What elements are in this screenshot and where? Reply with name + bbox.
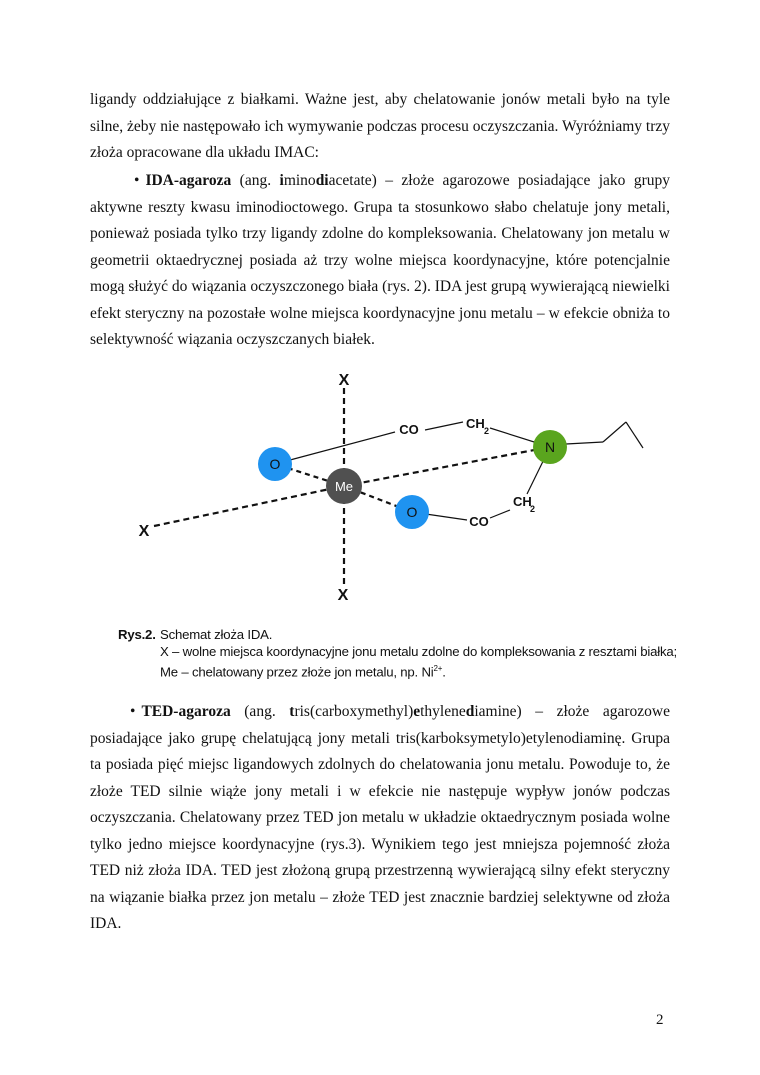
bond-ch2-co — [490, 510, 510, 518]
intro-paragraph: ligandy oddziałujące z białkami. Ważne jest, aby chelatowanie jonów metali było na tyle silne, żeby nie następowało ich wymywanie podczas procesu oczyszczania. Wyróżniamy trzy złoża opracowane dla układu IMAC: — [90, 91, 670, 161]
ida-word-part: mino — [283, 172, 316, 189]
bullet-icon: • — [130, 703, 136, 720]
ch2-label-2: CH — [513, 494, 532, 509]
caption-superscript: 2+ — [433, 664, 443, 673]
caption-me-text: Me – chelatowany przez złoże jon metalu, np. Ni — [160, 664, 434, 680]
caption-label: Rys.2. — [118, 627, 156, 642]
x-bottom-label: X — [337, 587, 349, 604]
figure-caption — [118, 626, 678, 680]
caption-line-x: X – wolne miejsca koordynacyjne jonu metalu zdolne do kompleksowania z resztami białka; — [160, 644, 677, 659]
ted-word-part: thylene — [420, 703, 466, 720]
ida-emph-i: i — [279, 172, 284, 189]
co-label-2: CO — [469, 514, 489, 529]
ted-bullet-paragraph — [90, 699, 670, 938]
ted-term: TED-agaroza — [141, 703, 231, 720]
x-top-label: X — [338, 372, 350, 389]
ted-ang: (ang. — [230, 703, 290, 720]
caption-period: . — [442, 664, 446, 680]
ch2-sub-2: 2 — [530, 504, 536, 514]
ida-word-part: a — [328, 172, 336, 189]
ch2-sub-1: 2 — [484, 426, 490, 436]
ida-description: cetate) – złoże agarozowe posiadające jako grupy aktywne reszty kwasu iminodioctowego. Grupa ta stosunkowo słabo chelatuje jony metali, ponieważ posiada tylko trzy ligandy zdolne do kompleksowania. Chelatowany jon metalu w geometrii oktaedrycznej posiada aż trzy wolne miejsca koordynacyjne, które potencjalnie mogą służyć do wiązania oczyszczonego biała (rys. 2). IDA jest grupą wywierającą niewielki efekt steryczny na pozostałe wolne miejsca koordynacyjne jonu metalu – w efekcie obniża to selektywność wiązania oczyszczanych białek. — [90, 172, 670, 348]
o1-label: O — [269, 456, 281, 472]
ted-emph-e: e — [413, 703, 421, 720]
ida-bullet-paragraph — [90, 168, 670, 354]
ted-emph-d: d — [465, 703, 475, 720]
ch2-label-1: CH — [466, 416, 485, 431]
ida-scheme-figure — [130, 362, 660, 607]
chain-2 — [603, 422, 626, 442]
bullet-icon: • — [134, 172, 140, 189]
chain-1 — [566, 442, 603, 444]
bond-me-n — [344, 447, 550, 486]
o2-label: O — [406, 504, 418, 520]
ida-emph-di: di — [315, 172, 329, 189]
me-label: Me — [334, 479, 354, 494]
chain-3 — [626, 422, 643, 448]
bond-o1-co — [275, 432, 395, 464]
ida-ang: (ang. — [231, 172, 280, 189]
x-left-label: X — [138, 523, 150, 540]
axis-left — [154, 486, 344, 526]
ted-description: iamine) – złoże agarozowe posiadające jako grupę chelatującą jony metali tris(karboksymetylo)etylenodiaminę. Grupa ta posiada pięć miejsc ligandowych zdolnych do chelatowania jonu metalu. Powoduje to, że złoże TED silnie wiąże jony metali i w efekcie nie następuje wypływ jonów podczas oczyszczania. Chelatowany przez TED jon metalu w układzie oktaedrycznym posiada wolne tylko jedno miejsce koordynacyjne (rys.3). Wynikiem tego jest mniejsza pojemność złoża TED niż złoża IDA. TED jest złożoną grupą przestrzenną wywierającą silny efekt steryczny na wiązanie białka przez jon metalu – złoże TED jest znacznie bardziej selektywne od złoża IDA. — [90, 703, 670, 932]
bond-co-ch2 — [425, 422, 463, 430]
caption-line-me — [118, 660, 678, 680]
ted-word-part: ris(carboxymethyl) — [294, 703, 414, 720]
ida-term: IDA-agaroza — [145, 172, 232, 189]
page-number: 2 — [656, 1012, 664, 1028]
n-label: N — [544, 439, 556, 455]
caption-title: Schemat złoża IDA. — [160, 627, 273, 642]
ted-emph-t: t — [289, 703, 295, 720]
co-label-1: CO — [399, 422, 419, 437]
